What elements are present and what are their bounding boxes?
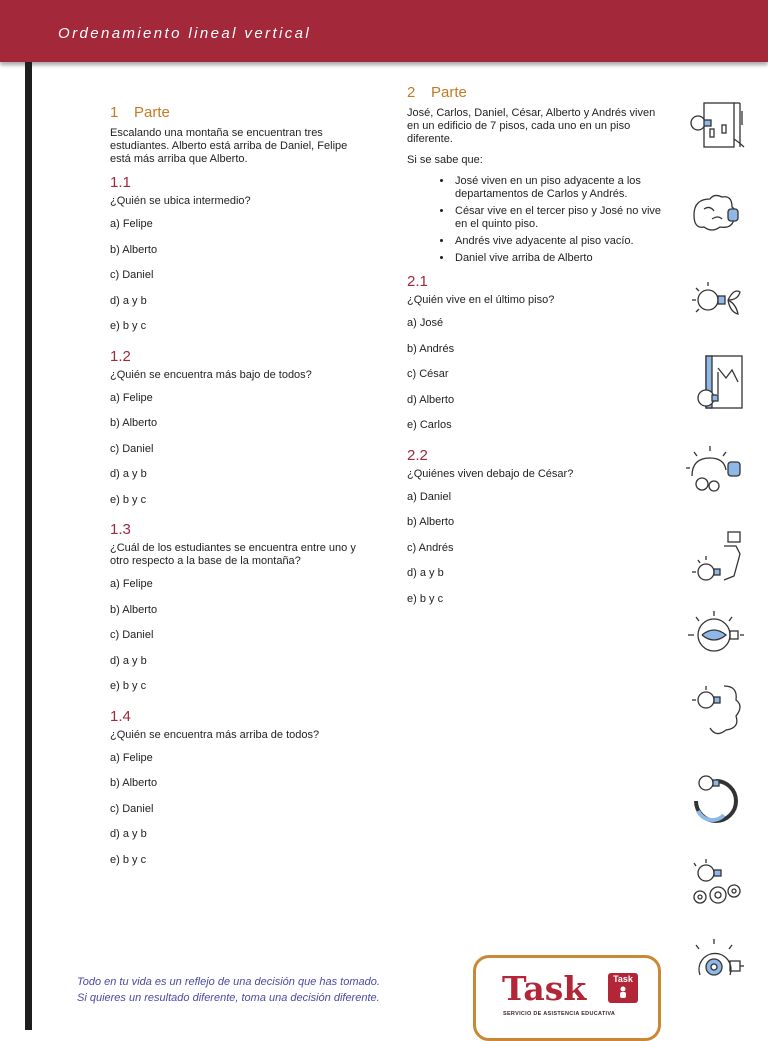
bulb-gears-icon [684,440,748,504]
part-2-premise-label: Si se sabe que: [407,154,483,166]
option: a) Felipe [110,391,153,404]
question-1-1-number: 1.1 [110,174,131,191]
bulb-cloud-icon [684,680,748,744]
part-2-intro: José, Carlos, Daniel, César, Alberto y Andrés viven en un edificio de 7 pisos, cada uno en un piso diferente. [407,107,656,145]
footer-quote-line-2: Si quieres un resultado diferente, toma una decisión diferente. [77,992,380,1004]
part-1-column [110,106,360,873]
option: c) Daniel [110,629,154,641]
bulb-cycle-icon [684,765,748,829]
bulb-building-icon [684,95,748,159]
option: e) b y c [110,320,147,332]
question-2-2-number: 2.2 [407,446,428,464]
part-2-title: Parte [431,84,467,101]
question-1-3-options [110,572,360,700]
logo-subtitle: SERVICIO DE ASISTENCIA EDUCATIVA [503,1011,616,1017]
option: d) a y b [110,294,147,307]
option: d) a y b [110,468,147,480]
question-1-2-text: ¿Quién se encuentra más bajo de todos? [110,368,312,381]
logo-wordmark: Task [502,969,587,1008]
option: c) Daniel [110,802,154,815]
bulb-leaf-icon [684,605,748,669]
question-1-2-number: 1.2 [110,347,131,365]
bulb-hand-icon [684,528,748,592]
bulb-brain-icon [684,183,748,247]
option: b) Alberto [110,603,158,616]
bulb-gear-icon [684,935,748,999]
question-2-2-options [407,485,662,613]
option: c) Andrés [407,541,454,554]
option: c) Daniel [110,269,154,281]
option: e) Carlos [407,419,452,431]
bulb-book-icon [684,350,748,414]
option: b) Andrés [407,342,455,355]
option: d) a y b [110,828,147,840]
option: d) a y b [110,654,147,667]
question-2-1-number: 2.1 [407,273,428,290]
task-logo [473,955,661,1041]
option: a) Felipe [110,751,153,764]
question-1-1-options [110,212,360,340]
bulb-cogs-icon [684,855,748,919]
option: e) b y c [110,680,147,692]
page-title: Ordenamiento lineal vertical [58,25,312,42]
option: a) José [407,317,444,329]
clue-item: • José viven en un piso adyacente a los departamentos de Carlos y Andrés. [453,175,662,201]
footer-quote-line-1: Todo en tu vida es un reflejo de una decisión que has tomado. [77,976,380,988]
question-2-1-options [407,311,662,439]
header-bar [0,0,768,62]
part-1-heading [110,106,360,124]
clue-item: • Daniel vive arriba de Alberto [453,252,662,265]
option: d) a y b [407,567,444,579]
option: a) Felipe [110,218,153,230]
question-1-4-options [110,746,360,874]
option: d) Alberto [407,393,455,406]
option: a) Daniel [407,490,452,503]
logo-badge [608,973,638,1003]
option: c) César [407,368,449,380]
bulb-plant-icon [684,268,748,332]
clue-item: • Andrés vive adyacente al piso vacío. [453,235,662,248]
clue-list [407,175,662,265]
option: b) Alberto [110,243,158,256]
option: b) Alberto [407,516,455,528]
clue-item: • César vive en el tercer piso y José no vive en el quinto piso. [453,205,662,231]
question-1-3-number: 1.3 [110,521,131,538]
option: b) Alberto [110,777,158,789]
option: c) Daniel [110,442,154,455]
footer-quote [77,974,380,1006]
question-1-4-text: ¿Quién se encuentra más arriba de todos? [110,728,320,741]
question-1-2-options [110,386,360,514]
question-2-1-text: ¿Quién vive en el último piso? [407,294,555,306]
part-2-column [407,86,662,612]
part-2-heading [407,86,662,104]
part-1-intro: Escalando una montaña se encuentran tres estudiantes. Alberto está arriba de Daniel, Felipe está más arriba que Alberto. [110,127,348,165]
part-1-number: 1 [110,104,119,121]
option: a) Felipe [110,578,153,590]
part-1-title: Parte [134,104,170,121]
question-2-2-text: ¿Quiénes viven debajo de César? [407,467,574,480]
part-2-number: 2 [407,84,416,101]
question-1-1-text: ¿Quién se ubica intermedio? [110,195,251,207]
option: b) Alberto [110,417,158,429]
person-icon [616,985,630,999]
left-accent-bar [25,62,32,1030]
logo-badge-text: Task [613,974,633,984]
option: e) b y c [407,592,444,605]
question-1-4-number: 1.4 [110,707,131,725]
question-1-3-text: ¿Cuál de los estudiantes se encuentra entre uno y otro respecto a la base de la montaña? [110,542,356,567]
option: e) b y c [110,853,147,866]
option: e) b y c [110,493,147,506]
